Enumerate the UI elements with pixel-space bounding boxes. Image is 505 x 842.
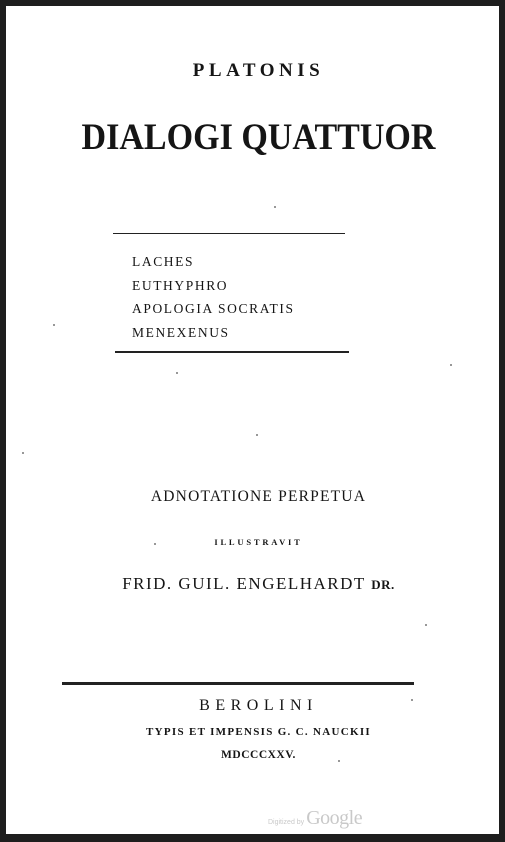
scan-speck [154,543,156,545]
scan-speck [176,372,178,374]
book-title: DIALOGI QUATTUOR [81,117,436,158]
scan-speck [256,434,258,436]
scan-speck [450,364,452,366]
editor-title: DR. [371,577,395,592]
imprint-city: BEROLINI [199,697,318,714]
editor-name [6,574,499,594]
editor-name-text: FRID. GUIL. ENGELHARDT [122,574,366,593]
watermark-logo: Google [306,807,363,829]
contents-list [132,250,295,344]
scan-speck [425,624,427,626]
contents-item: LACHES [132,254,195,269]
divider-middle [115,351,349,353]
scan-speck [411,699,413,701]
digitized-watermark [268,807,362,830]
annotation-line: ADNOTATIONE PERPETUA [150,488,367,505]
author-name: PLATONIS [192,60,325,81]
title-page [6,6,499,834]
imprint-year: MDCCCXXV. [221,749,296,761]
divider-bottom [62,682,414,685]
illustravit-line: ILLUSTRAVIT [214,537,303,547]
contents-item: EUTHYPHRO [132,277,229,293]
imprint-publisher: TYPIS ET IMPENSIS G. C. NAUCKII [146,726,371,738]
contents-item: MENEXENUS [132,324,230,340]
scan-speck [22,452,24,454]
watermark-prefix: Digitized by [268,819,305,826]
contents-item: APOLOGIA SOCRATIS [132,301,295,316]
scan-speck [274,206,276,208]
scan-speck [53,324,55,326]
divider-top [113,233,345,234]
scan-speck [338,760,340,762]
